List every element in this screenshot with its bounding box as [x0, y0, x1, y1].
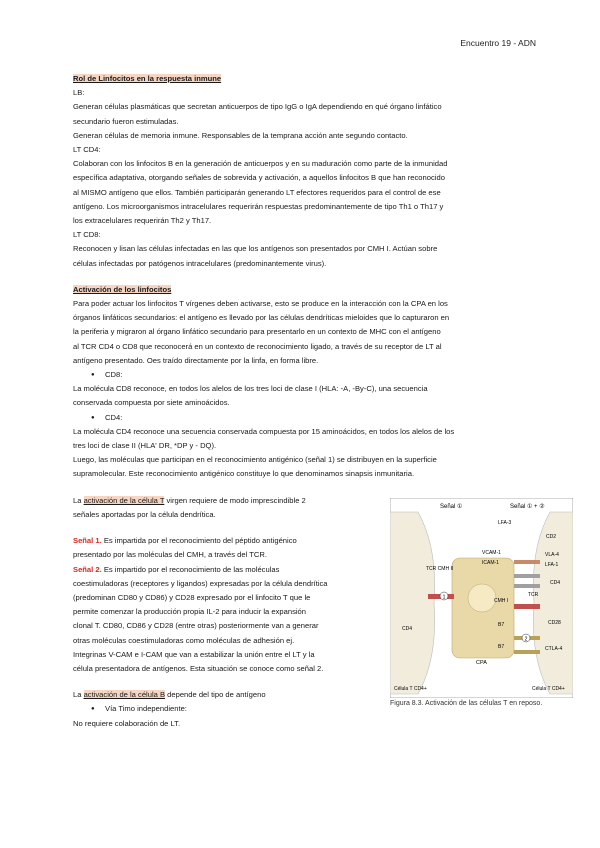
intro-prefix: La: [73, 690, 84, 700]
text-span: Es impartida por el reconocimiento del péptido antigénico: [101, 536, 297, 546]
figure-caption: Figura 8.3. Activación de las células T en reposo.: [390, 700, 543, 707]
activation-t-cell-link: activación de la célula T: [83, 495, 165, 505]
fig-label-cell-right: Célula T CD4+: [532, 686, 565, 692]
fig-label-cd28: CD28: [548, 620, 561, 626]
fig-label-ctla4: CTLA-4: [545, 646, 563, 652]
text-line: Integrinas V-CAM e I-CAM que van a estabilizar la unión entre el LT y la: [73, 649, 315, 659]
text-line: conservada compuesta por siete aminoácidos.: [73, 398, 230, 408]
cd8-label: LT CD8:: [73, 230, 101, 240]
cd4-label: LT CD4:: [73, 145, 101, 155]
text-line: tres loci de clase II (HLA' DR, *DP y - DQ).: [73, 441, 217, 451]
fig-label-cd2: CD2: [546, 534, 557, 540]
text-line: Colaboran con los linfocitos B en la generación de anticuerpos y en su maduración como parte de la inmunidad: [73, 159, 448, 169]
text-line: presentado por las moléculas del CMH, a través del TCR.: [73, 550, 268, 560]
fig-label-cpa: CPA: [476, 660, 487, 666]
fig-label-signal1: Señal ①: [440, 504, 463, 510]
intro-suffix: virgen requiere de modo imprescindible 2: [164, 495, 306, 505]
text-line: antígeno presentado. Oes traído directamente por la linfa, en forma libre.: [73, 355, 319, 365]
text-line: supramolecular. Este reconocimiento antigénico constituye lo que denominamos sinapsis inmunitaria.: [73, 469, 415, 479]
activation-b-cell-link: activación de la célula B: [83, 690, 166, 700]
icam-lfa1-molecule: [514, 584, 540, 588]
signal-one-number: 1: [442, 594, 446, 601]
bullet-cd4: ● CD4:: [73, 411, 535, 425]
fig-label-b7b: B7: [498, 644, 505, 650]
fig-label-cell-left: Célula T CD4+: [394, 686, 427, 692]
text-line: coestimuladoras (receptores y ligandos) expresadas por la célula dendrítica: [73, 578, 328, 588]
fig-label-b7a: B7: [498, 622, 505, 628]
fig-label-vla4: VLA-4: [545, 552, 559, 558]
signal-two-number: 2: [524, 636, 528, 643]
bullet-cd8: ● CD8:: [73, 368, 535, 382]
fig-label-cmh1: CMH I: [494, 598, 509, 604]
signal1-label: Señal 1.: [73, 536, 102, 546]
fig-label-signal12: Señal ① + ②: [510, 504, 545, 510]
fig-label-vcam: VCAM-1: [482, 550, 501, 556]
text-line: Para poder actuar los linfocitos T vírgenes deben activarse, esto se produce en la interacción con la CPA en los: [73, 299, 448, 309]
text-line: No requiere colaboración de LT.: [73, 718, 181, 728]
fig-label-cd4-right: CD4: [550, 580, 561, 586]
text-span: Es impartido por el reconocimiento de las moléculas: [101, 564, 280, 574]
vcam-vla4-molecule: [514, 574, 540, 578]
text-line: La molécula CD8 reconoce, en todos los alelos de los tres loci de clase I (HLA: -A, -By-C), una secuencia: [73, 384, 428, 394]
text-line: específica adaptativa, otorgando señales de sobrevida y activación, a aquellos linfocitos B que han reconocido: [73, 173, 445, 183]
text-line: los extracelulares requerirán Th2 y Th17.: [73, 216, 212, 226]
t-cell-activation-figure: [390, 498, 573, 698]
text-line: antígeno. Los microorganismos intracelulares requerirán respuestas predominantemente de tipo Th1 o Th17 y: [73, 201, 444, 211]
text-line: señales aportadas por la célula dendrítica.: [73, 509, 216, 519]
fig-label-tcr-cmh: TCR CMH II: [426, 566, 454, 572]
lfa3-cd2-molecule: [514, 560, 540, 564]
left-t-cell: [390, 512, 435, 694]
lb-label: LB:: [73, 88, 85, 98]
text-line: órganos linfáticos secundarios: el antígeno es llevado por las células dendríticas mieloides que lo capturaron en: [73, 313, 450, 323]
text-line: la periferia y migraron al órgano linfático secundario para presentarlo en un contexto de MHC con el antígeno: [73, 327, 441, 337]
text-line: Generan células de memoria inmune. Responsables de la temprana acción ante segundo contacto.: [73, 130, 408, 140]
fig-label-lfa3: LFA-3: [498, 520, 512, 526]
text-line: células infectadas por patógenos intracelulares (predominantemente virus).: [73, 258, 327, 268]
header-title: Encuentro 19 - ADN: [460, 38, 536, 48]
fig-label-tcr: TCR: [528, 592, 539, 598]
tcr-cmh1-molecule: [514, 604, 540, 609]
text-line: Reconocen y lisan las células infectadas en las que los antígenos son presentados por CMH I. Actúan sobre: [73, 244, 438, 254]
cpa-nucleus: [468, 584, 496, 612]
text-line: Generan células plasmáticas que secretan anticuerpos de tipo IgG o IgA dependiendo en qué órgano linfático: [73, 102, 442, 112]
section-title-activacion: Activación de los linfocitos: [73, 284, 172, 294]
bullet-timo: ● Vía Timo independiente:: [73, 702, 378, 716]
signal2-label: Señal 2.: [73, 564, 102, 574]
text-line: Luego, las moléculas que participan en el reconocimiento antigénico (señal 1) se distribuyen en la superficie: [73, 455, 437, 465]
text-line: (predominan CD80 y CD86) y CD28 expresado por el linfocito T que le: [73, 592, 311, 602]
text-line: permite comenzar la producción propia IL-2 para inducir la expansión: [73, 607, 307, 617]
intro-prefix: La: [73, 495, 84, 505]
fig-label-cd4-left: CD4: [402, 626, 413, 632]
text-line: clonal T. CD80, CD86 y CD28 (entre otras) posteriormente van a generar: [73, 621, 319, 631]
text-line: al TCR CD4 o CD8 que reconocerá en un contexto de reconocimiento ligado, a través de su receptor de LT al: [73, 341, 442, 351]
section-title-rol: Rol de Linfocitos en la respuesta inmune: [73, 74, 222, 83]
fig-label-lfa1: LFA-1: [545, 562, 559, 568]
text-line: secundario fueron estimuladas.: [73, 116, 179, 126]
text-line: al MISMO antígeno que ellos. También participarán generando LT efectores requeridos para el control de ese: [73, 187, 441, 197]
intro-suffix: depende del tipo de antígeno: [165, 690, 266, 700]
text-line: La molécula CD4 reconoce una secuencia conservada compuesta por 15 aminoácidos, en todos los alelos de los: [73, 426, 455, 436]
b7-ctla4-molecule: [514, 650, 540, 654]
text-line: célula presentadora de antígenos. Esta situación se conoce como señal 2.: [73, 663, 324, 673]
fig-label-icam: ICAM-1: [482, 560, 499, 566]
text-line: otras moléculas coestimuladoras como moléculas de adhesión ej.: [73, 635, 295, 645]
